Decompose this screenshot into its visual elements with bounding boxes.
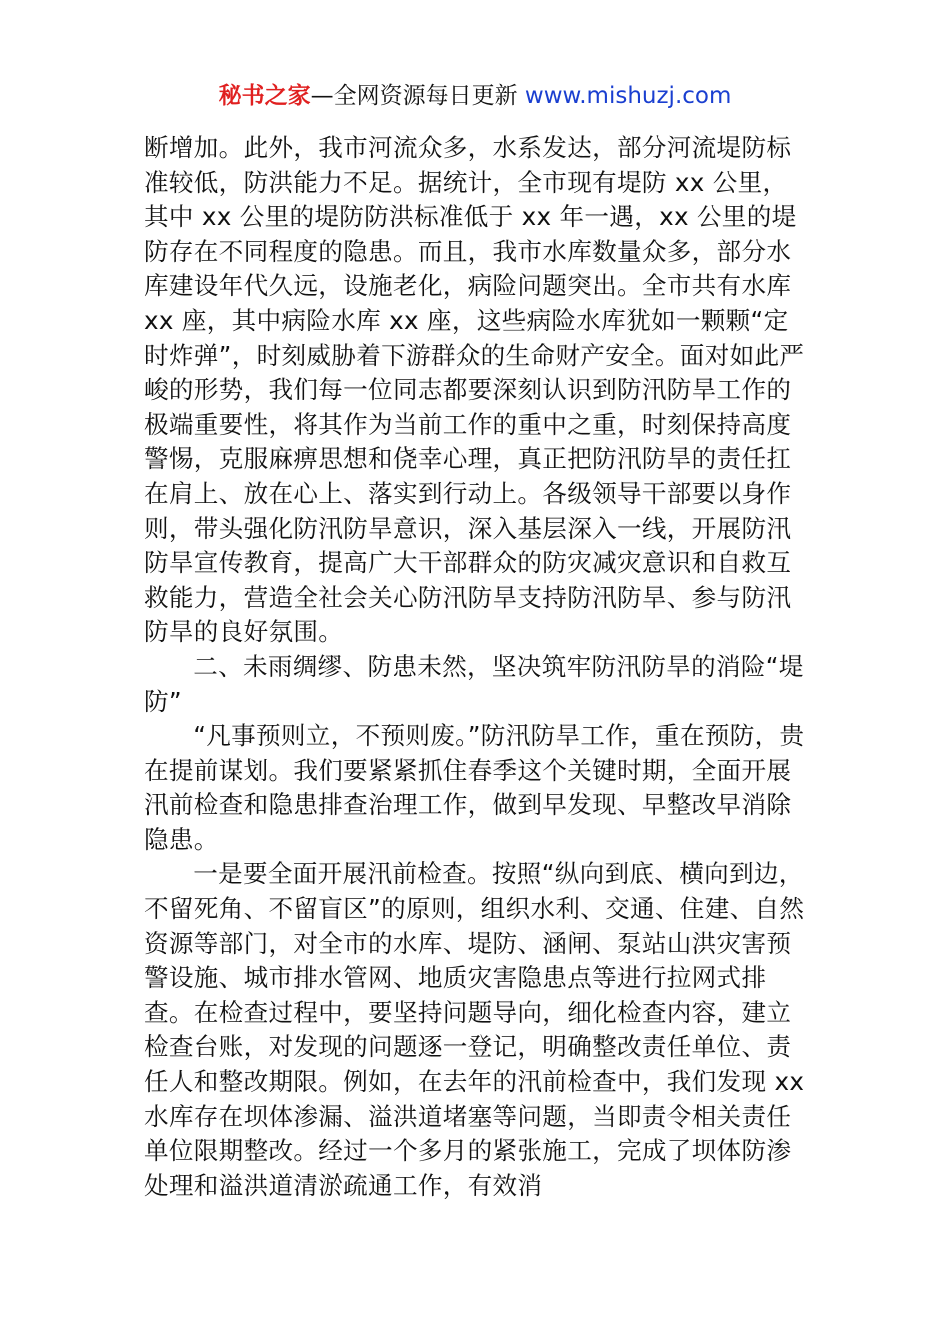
paragraph: 断增加。此外，我市河流众多，水系发达，部分河流堤防标准较低，防洪能力不足。据统计，全市现有堤防 xx 公里，其中 xx 公里的堤防防洪标准低于 xx 年一遇，xx 公里的堤防存在不同程度的隐患。而且，我市水库数量众多，部分水库建设年代久远，设施老化，病险问题突出。全市共有水库 xx 座，其中病险水库 xx 座，这些病险水库犹如一颗颗“定时炸弹”，时刻威胁着下游群众的生命财产安全。面对如此严峻的形势，我们每一位同志都要深刻认识到防汛防旱工作的极端重要性，将其作为当前工作的重中之重，时刻保持高度警惕，克服麻痹思想和侥幸心理，真正把防汛防旱的责任扛在肩上、放在心上、落实到行动上。各级领导干部要以身作则，带头强化防汛防旱意识，深入基层深入一线，开展防汛防旱宣传教育，提高广大干部群众的防灾减灾意识和自救互救能力，营造全社会关心防汛防旱支持防汛防旱、参与防汛防旱的良好氛围。 — [144, 133, 805, 647]
paragraph: “凡事预则立，不预则废。”防汛防旱工作，重在预防，贵在提前谋划。我们要紧紧抓住春季这个关键时期，全面开展汛前检查和隐患排查治理工作，做到早发现、早整改早消除隐患。 — [144, 721, 805, 854]
page-header — [0, 80, 950, 112]
header-slogan: —全网资源每日更新 — [310, 83, 518, 109]
document-body — [144, 131, 812, 1203]
brand-name: 秘书之家 — [218, 83, 311, 109]
section-heading: 二、未雨绸缪、防患未然，坚决筑牢防汛防旱的消险“堤防” — [144, 651, 804, 716]
site-url[interactable]: www.mishuzj.com — [524, 83, 732, 109]
paragraph: 一是要全面开展汛前检查。按照“纵向到底、横向到边，不留死角、不留盲区”的原则，组织水利、交通、住建、自然资源等部门，对全市的水库、堤防、涵闸、泵站山洪灾害预警设施、城市排水管网、地质灾害隐患点等进行拉网式排查。在检查过程中，要坚持问题导向，细化检查内容，建立检查台账，对发现的问题逐一登记，明确整改责任单位、责任人和整改期限。例如，在去年的汛前检查中，我们发现 xx 水库存在坝体渗漏、溢洪道堵塞等问题，当即责令相关责任单位限期整改。经过一个多月的紧张施工，完成了坝体防渗处理和溢洪道清淤疏通工作，有效消 — [144, 859, 805, 1200]
